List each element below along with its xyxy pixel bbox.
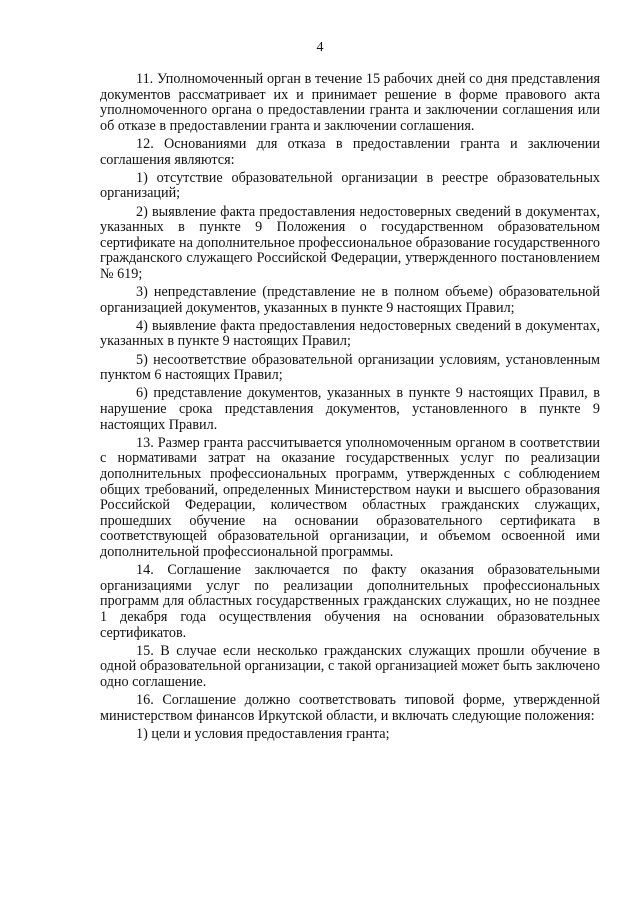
list-item-12-3: 3) непредставление (представление не в полном объеме) образовательной организацией документов, указанных в пункте 9 настоящих Правил; (100, 284, 600, 316)
paragraph-14: 14. Соглашение заключается по факту оказания образовательными организациями услуг по реализации дополнительных профессиональных программ для областных государственных гражданских служащих, но не позднее 1 декабря года осуществления обучения на основании образовательных сертификатов. (100, 562, 600, 641)
list-item-12-6: 6) представление документов, указанных в пункте 9 настоящих Правил, в нарушение срока представления документов, установленного в пункте 9 настоящих Правил. (100, 385, 600, 433)
paragraph-11: 11. Уполномоченный орган в течение 15 рабочих дней со дня представления документов рассматривает их и принимает решение в форме правового акта уполномоченного органа о предоставлении гранта и заключении соглашения или об отказе в предоставлении гранта и заключении соглашения. (100, 71, 600, 134)
paragraph-13: 13. Размер гранта рассчитывается уполномоченным органом в соответствии с нормативами затрат на оказание государственных услуг по реализации дополнительных профессиональных программ, утвержденных с соблюдением общих требований, определенных Министерством науки и высшего образования Российской Федерации, количеством областных гражданских служащих, прошедших обучение на основании образовательного сертификата в соответствующей образовательной организации, и объемом освоенной ими дополнительной профессиональной программы. (100, 434, 600, 560)
paragraph-15: 15. В случае если несколько гражданских служащих прошли обучение в одной образовательной организации, с такой организацией может быть заключено одно соглашение. (100, 642, 600, 690)
page-number: 4 (316, 40, 324, 55)
list-item-12-2: 2) выявление факта предоставления недостоверных сведений в документах, указанных в пункте 9 Положения о государственном образовательном сертификате на дополнительное профессиональное образование государственного гражданского служащего Российской Федерации, утвержденного постановлением № 619; (100, 203, 600, 282)
list-item-16-1: 1) цели и условия предоставления гранта; (136, 725, 390, 742)
paragraph-12: 12. Основаниями для отказа в предоставлении гранта и заключении соглашения являются: (100, 135, 600, 168)
document-body (100, 72, 600, 745)
list-item-12-5: 5) несоответствие образовательной организации условиям, установленным пунктом 6 настоящих Правил; (100, 351, 600, 384)
paragraph-16: 16. Соглашение должно соответствовать типовой форме, утвержденной министерством финансов Иркутской области, и включать следующие положения: (100, 692, 600, 724)
list-item-12-1: 1) отсутствие образовательной организации в реестре образовательных организаций; (100, 169, 600, 202)
list-item-12-4: 4) выявление факта предоставления недостоверных сведений в документах, указанных в пункте 9 настоящих Правил; (100, 317, 600, 350)
